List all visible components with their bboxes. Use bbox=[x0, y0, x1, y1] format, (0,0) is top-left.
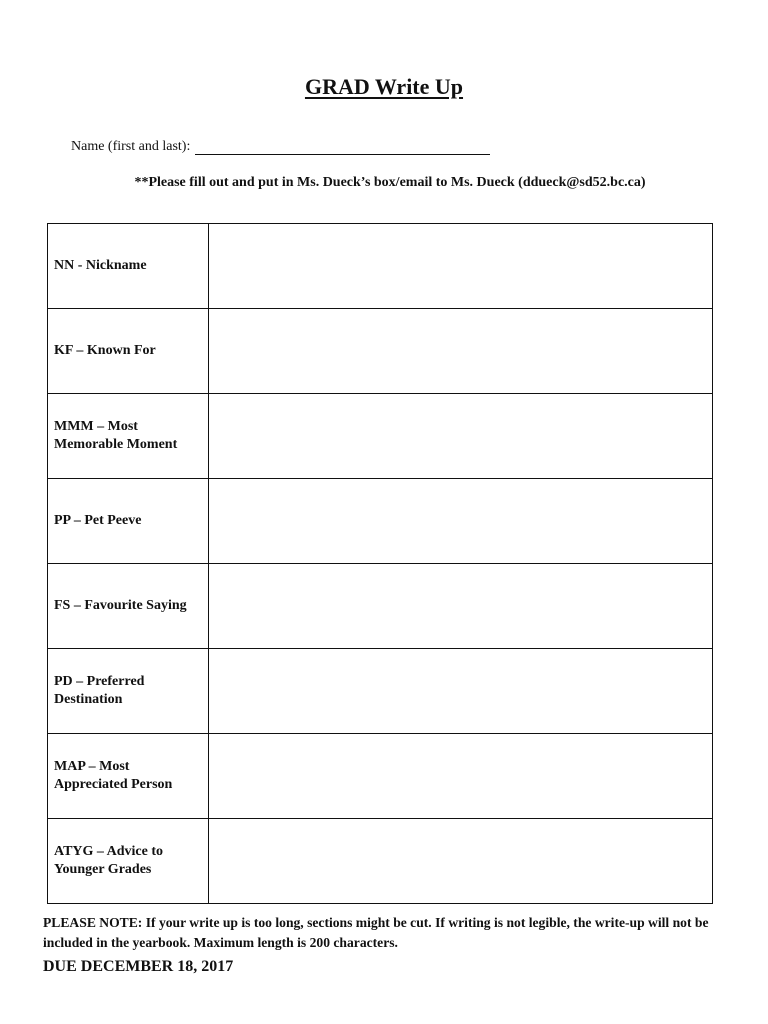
submission-instruction: **Please fill out and put in Ms. Dueck’s box/email to Ms. Dueck (ddueck@sd52.bc.ca) bbox=[134, 175, 646, 190]
row-label-favourite-saying: FS – Favourite Saying bbox=[48, 564, 209, 649]
page-title: GRAD Write Up bbox=[304, 74, 464, 99]
table-row bbox=[48, 479, 713, 564]
row-label-nickname: NN - Nickname bbox=[48, 224, 209, 309]
table-row bbox=[48, 649, 713, 734]
answer-field-known-for[interactable] bbox=[209, 309, 713, 394]
answer-field-preferred-destination[interactable] bbox=[209, 649, 713, 734]
table-row bbox=[48, 309, 713, 394]
due-date: DUE DECEMBER 18, 2017 bbox=[43, 958, 234, 975]
row-label-pet-peeve: PP – Pet Peeve bbox=[48, 479, 209, 564]
answer-field-most-memorable-moment[interactable] bbox=[209, 394, 713, 479]
table-row bbox=[48, 394, 713, 479]
table-row bbox=[48, 564, 713, 649]
table-row bbox=[48, 734, 713, 819]
writeup-table bbox=[47, 223, 713, 904]
answer-field-favourite-saying[interactable] bbox=[209, 564, 713, 649]
row-label-advice-to-younger-grades: ATYG – Advice to Younger Grades bbox=[48, 819, 209, 904]
row-label-most-memorable-moment: MMM – Most Memorable Moment bbox=[48, 394, 209, 479]
row-label-preferred-destination: PD – Preferred Destination bbox=[48, 649, 209, 734]
length-note: PLEASE NOTE: If your write up is too long, sections might be cut. If writing is not legible, the write-up will not be included in the yearbook. Maximum length is 200 characters. bbox=[43, 915, 709, 950]
table-row bbox=[48, 819, 713, 904]
name-label: Name (first and last): bbox=[71, 139, 191, 154]
answer-field-advice-to-younger-grades[interactable] bbox=[209, 819, 713, 904]
row-label-known-for: KF – Known For bbox=[48, 309, 209, 394]
row-label-most-appreciated-person: MAP – Most Appreciated Person bbox=[48, 734, 209, 819]
answer-field-most-appreciated-person[interactable] bbox=[209, 734, 713, 819]
name-row bbox=[71, 139, 490, 155]
answer-field-pet-peeve[interactable] bbox=[209, 479, 713, 564]
name-field[interactable] bbox=[195, 140, 490, 155]
table-row bbox=[48, 224, 713, 309]
answer-field-nickname[interactable] bbox=[209, 224, 713, 309]
